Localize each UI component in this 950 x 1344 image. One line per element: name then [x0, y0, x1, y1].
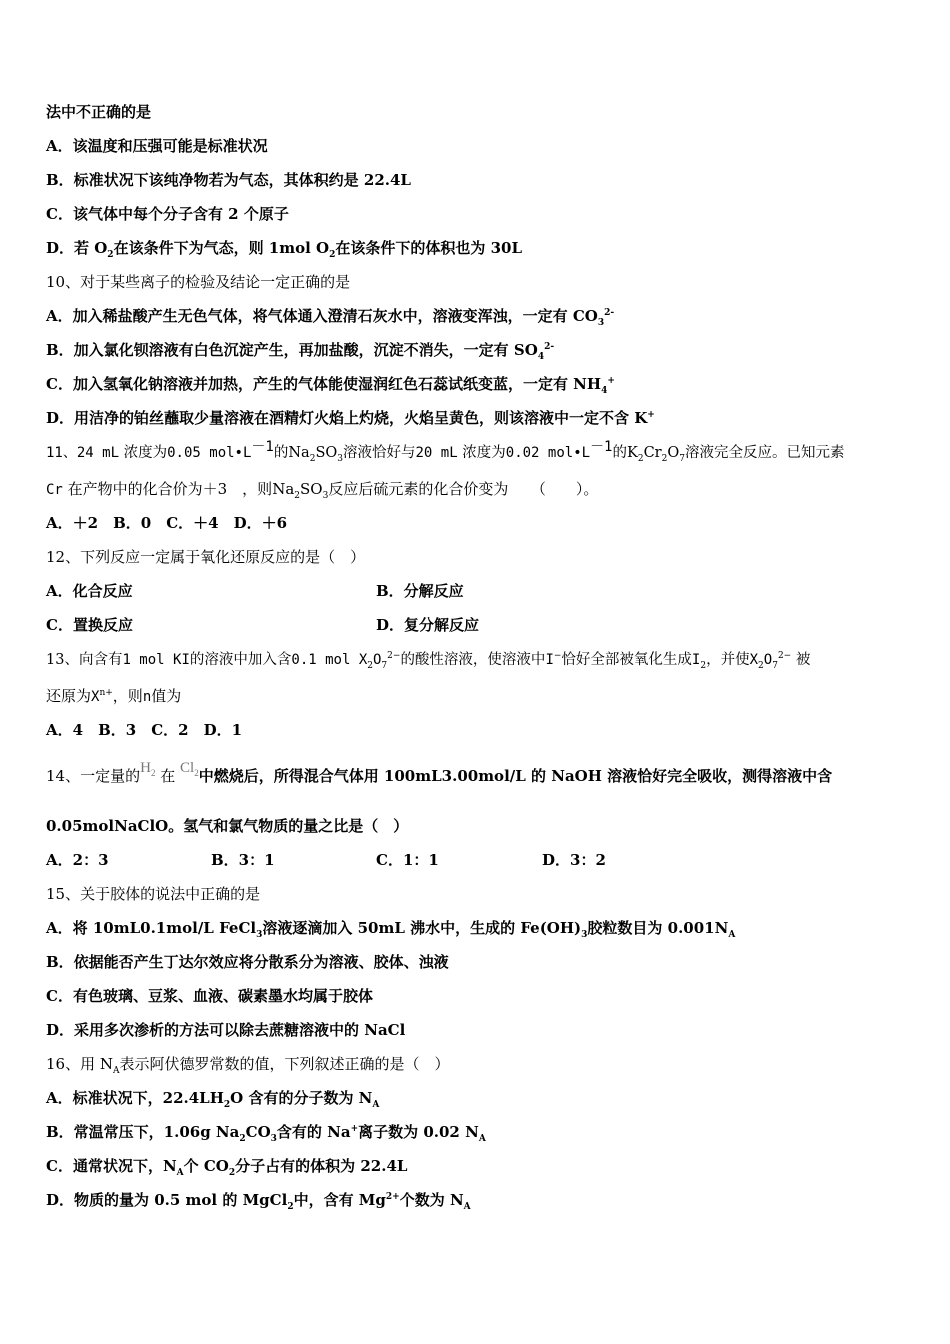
q16-option-b	[46, 1122, 486, 1142]
q12-option-b	[376, 581, 464, 601]
q11-l1-h: 20 mL	[415, 445, 458, 461]
q12-stem	[46, 547, 365, 567]
q11-l2-sub2: 3	[322, 491, 329, 501]
q15-a-mid2: 胶粒数目为 0.001N	[587, 919, 729, 937]
q11-l2-c: Na	[272, 480, 295, 498]
q11-stem-line2	[46, 479, 598, 500]
q11-l1-sup1: －1	[251, 439, 274, 456]
q11-l1-sub5: 7	[679, 453, 685, 464]
q13-l1-sub2: 7	[381, 660, 388, 671]
q14-c-text: C．1：1	[376, 851, 439, 869]
q16-option-c	[46, 1156, 407, 1176]
q14-l1-c: 中燃烧后，所得混合气体用 100mL3.00mol/L 的 NaOH 溶液恰好完全吸收，测得溶液中含	[198, 767, 833, 785]
q13-l2-d: n	[142, 689, 152, 705]
q16-option-a	[46, 1088, 379, 1108]
q11-l1-n: O	[667, 445, 680, 461]
q16-c-pre: C．通常状况下，N	[46, 1157, 177, 1175]
q13-l1-c: 的溶液中加入含	[189, 652, 292, 668]
q13-options	[46, 720, 242, 740]
q9-d-sub2: 2	[329, 250, 336, 260]
q12-option-d	[376, 615, 479, 635]
q16-b-sup: +	[350, 1124, 359, 1134]
q10-d-sup: +	[647, 410, 655, 420]
q16-a-sub2: A	[372, 1100, 380, 1110]
q16-stem-post: 表示阿伏德罗常数的值，下列叙述正确的是（ ）	[119, 1055, 450, 1073]
q10-a-pre: A．加入稀盐酸产生无色气体，将气体通入澄清石灰水中，溶液变浑浊，一定有 CO	[46, 307, 598, 325]
q12-option-a	[46, 581, 133, 601]
q13-l1-i: I	[691, 652, 701, 668]
q9-d-mid: 在该条件下为气态，则 1mol O	[113, 239, 330, 257]
q14-a-text: A．2：3	[46, 851, 109, 869]
q16-d-sub2: A	[463, 1202, 471, 1212]
q13-l1-sub4: 2	[758, 660, 764, 671]
q11-l1-a: 11、24 mL	[46, 445, 120, 461]
q10-option-c	[46, 374, 615, 394]
q11-stem-line1	[46, 439, 845, 464]
q11-l1-sup2: －1	[590, 439, 613, 456]
q15-stem	[46, 884, 260, 904]
h2-sub: 2	[150, 768, 156, 778]
q13-stem-line1	[46, 650, 810, 670]
q11-l1-sub1: 2	[309, 453, 316, 464]
q15-stem-text: 15、关于胶体的说法中正确的是	[46, 885, 261, 903]
q13-l2-b: X	[91, 689, 100, 705]
q10-stem-text: 10、对于某些离子的检验及结论一定正确的是	[46, 273, 351, 291]
q16-stem-pre: 16、用 N	[46, 1055, 113, 1073]
q13-l2-a: 还原为	[46, 687, 92, 705]
q9-stem-tail	[46, 102, 151, 122]
q11-l2-sub1: 2	[294, 491, 300, 501]
q10-c-sup: +	[607, 376, 615, 386]
q15-c-text: C．有色玻璃、豆浆、血液、碳素墨水均属于胶体	[46, 987, 373, 1005]
q15-a-sub3: A	[728, 930, 736, 940]
q15-option-c	[46, 986, 373, 1006]
q15-a-mid: 溶液逐滴加入 50mL 沸水中，生成的 Fe(OH)	[262, 919, 582, 937]
q13-l1-h: 恰好全部被氧化生成	[561, 652, 692, 668]
q14-option-d	[542, 850, 606, 870]
q13-l1-d: 0.1 mol X	[291, 652, 368, 668]
q16-a-mid: O 含有的分子数为 N	[230, 1089, 373, 1107]
q13-l1-b: 1 mol KI	[122, 652, 190, 668]
q15-a-sub2: 3	[581, 930, 588, 940]
cl2-main: Cl	[180, 760, 195, 776]
q14-l2-text: 0.05molNaClO。氢气和氯气物质的量之比是（ ）	[46, 817, 409, 835]
q11-l1-sub4: 2	[661, 453, 668, 464]
q13-l1-k: X	[749, 652, 759, 668]
q9-c-text: C．该气体中每个分子含有 2 个原子	[46, 205, 289, 223]
q16-b-mid2: 含有的 Na	[276, 1123, 351, 1141]
q10-c-sub: 4	[601, 386, 608, 396]
q9-a-text: A．该温度和压强可能是标准状况	[46, 137, 268, 155]
q11-l1-f: SO	[315, 445, 338, 461]
q16-c-sub1: A	[176, 1168, 184, 1178]
q14-l1-b: 在	[160, 767, 176, 785]
q9-option-c	[46, 204, 289, 224]
q10-a-sup: 2-	[604, 308, 615, 318]
cl2-formula	[180, 760, 199, 776]
q14-b-text: B．3：1	[211, 851, 275, 869]
q16-b-mid: CO	[245, 1123, 271, 1141]
q13-l1-sup3: 2−	[777, 651, 792, 662]
q10-b-sub: 4	[537, 352, 545, 362]
q10-option-d	[46, 408, 655, 428]
q9-d-pre: D．若 O	[46, 239, 108, 257]
q12-stem-text: 12、下列反应一定属于氧化还原反应的是（ ）	[46, 548, 366, 566]
q13-l1-sup2: −	[553, 651, 562, 662]
q10-option-b	[46, 340, 554, 360]
q16-b-sub2: 3	[270, 1134, 277, 1144]
q13-l1-g: I	[545, 652, 554, 668]
q15-b-text: B．依据能否产生丁达尔效应将分散系分为溶液、胶体、浊液	[46, 953, 449, 971]
q9-stem-text: 法中不正确的是	[46, 103, 152, 121]
q10-a-sub: 3	[597, 318, 605, 328]
q13-l1-sup1: 2−	[387, 651, 401, 662]
q16-b-mid3: 离子数为 0.02 N	[358, 1123, 479, 1141]
q13-l1-e: O	[372, 652, 382, 668]
q13-l2-sup: n+	[99, 688, 113, 698]
q14-stem-line2	[46, 816, 408, 836]
q11-options-text: A．＋2 B．0 C．＋4 D．＋6	[46, 514, 288, 532]
q10-stem	[46, 272, 350, 292]
h2-main: H	[140, 760, 151, 776]
q11-l2-d: SO	[300, 480, 323, 498]
q16-d-mid: 中，含有 Mg	[293, 1191, 386, 1209]
q11-l1-b: 浓度为	[123, 445, 168, 461]
q11-options	[46, 513, 287, 533]
q15-a-sub1: 3	[256, 930, 263, 940]
q9-b-text: B．标准状况下该纯净物若为气态，其体积约是 22.4L	[46, 171, 411, 189]
q15-option-d	[46, 1020, 405, 1040]
q11-l1-g: 溶液恰好与	[343, 445, 416, 461]
q14-option-a	[46, 850, 109, 870]
q16-b-sub1: 2	[239, 1134, 246, 1144]
q16-d-mid2: 个数为 N	[399, 1191, 464, 1209]
q11-l1-m: Cr	[643, 445, 662, 461]
q13-stem-line2	[46, 686, 181, 707]
q11-l1-i: 浓度为	[462, 445, 506, 461]
q11-l2-b: 在产物中的化合价为＋3 ，则	[67, 480, 273, 498]
q11-l2-e: 反应后硫元素的化合价变为 （ ）。	[328, 480, 599, 498]
q13-l1-sub3: 2	[700, 660, 707, 671]
q12-c-text: C．置换反应	[46, 616, 133, 634]
q9-d-post: 在该条件下的体积也为 30L	[335, 239, 523, 257]
q12-a-text: A．化合反应	[46, 582, 133, 600]
q13-l1-a: 13、向含有	[46, 652, 123, 668]
q16-d-pre: D．物质的量为 0.5 mol 的 MgCl	[46, 1191, 288, 1209]
q14-stem-line1	[46, 760, 833, 787]
q16-c-post: 分子占有的体积为 22.4L	[235, 1157, 408, 1175]
q16-c-mid: 个 CO	[183, 1157, 229, 1175]
q15-option-a	[46, 918, 735, 938]
q11-l1-sub3: 2	[637, 453, 644, 464]
q13-l1-j: ，并使	[706, 652, 750, 668]
q11-l1-j: 0.02 mol•L	[505, 445, 591, 461]
q10-c-pre: C．加入氢氧化钠溶液并加热，产生的气体能使湿润红色石蕊试纸变蓝，一定有 NH	[46, 375, 602, 393]
q15-option-b	[46, 952, 449, 972]
q11-l2-a: Cr	[46, 482, 63, 498]
q13-l1-f: 的酸性溶液，使溶液中	[400, 652, 546, 668]
q14-option-c	[376, 850, 439, 870]
q13-l1-sub5: 7	[772, 660, 778, 671]
q12-d-text: D．复分解反应	[376, 616, 480, 634]
q11-l1-o: 溶液完全反应。已知元素	[684, 445, 845, 461]
q11-l1-sub2: 3	[337, 453, 343, 464]
q9-d-sub1: 2	[107, 250, 114, 260]
q13-l1-m: 被	[795, 652, 811, 668]
q14-d-text: D．3：2	[542, 851, 606, 869]
q11-l1-d: 的	[273, 445, 289, 461]
q9-option-b	[46, 170, 411, 190]
q16-stem-sub: A	[112, 1066, 120, 1076]
q15-d-text: D．采用多次渗析的方法可以除去蔗糖溶液中的 NaCl	[46, 1021, 406, 1039]
q16-stem	[46, 1054, 450, 1074]
q16-c-sub2: 2	[228, 1168, 236, 1178]
q13-l1-l: O	[763, 652, 773, 668]
q10-d-pre: D．用洁净的铂丝蘸取少量溶液在酒精灯火焰上灼烧，火焰呈黄色，则该溶液中一定不含 K	[46, 409, 648, 427]
q16-d-sup: 2+	[385, 1192, 400, 1202]
q9-option-d	[46, 238, 522, 258]
h2-formula	[140, 760, 155, 776]
q16-option-d	[46, 1190, 471, 1210]
q14-l1-a: 14、一定量的	[46, 767, 141, 785]
q12-b-text: B．分解反应	[376, 582, 464, 600]
q14-option-b	[211, 850, 275, 870]
q16-a-pre: A．标准状况下，22.4LH	[46, 1089, 224, 1107]
cl2-sub: 2	[194, 768, 199, 778]
q11-l1-e: Na	[288, 445, 310, 461]
q10-option-a	[46, 306, 614, 326]
q16-b-pre: B．常温常压下，1.06g Na	[46, 1123, 240, 1141]
q13-options-text: A．4 B．3 C．2 D．1	[46, 721, 243, 739]
q13-l1-sub1: 2	[367, 660, 373, 671]
q13-l2-e: 值为	[151, 687, 182, 705]
q16-b-sub3: A	[478, 1134, 486, 1144]
q12-option-c	[46, 615, 133, 635]
q15-a-pre: A．将 10mL0.1mol/L FeCl	[46, 919, 257, 937]
q11-l1-k: 的	[612, 445, 627, 461]
q11-l1-c: 0.05 mol•L	[167, 445, 252, 461]
q13-l2-c: ，则	[112, 687, 143, 705]
q16-d-sub1: 2	[287, 1202, 294, 1212]
q11-l1-l: K	[627, 445, 638, 461]
q9-option-a	[46, 136, 268, 156]
q16-a-sub1: 2	[223, 1100, 231, 1110]
q10-b-sup: 2-	[544, 342, 555, 352]
q10-b-pre: B．加入氯化钡溶液有白色沉淀产生，再加盐酸，沉淀不消失，一定有 SO	[46, 341, 538, 359]
